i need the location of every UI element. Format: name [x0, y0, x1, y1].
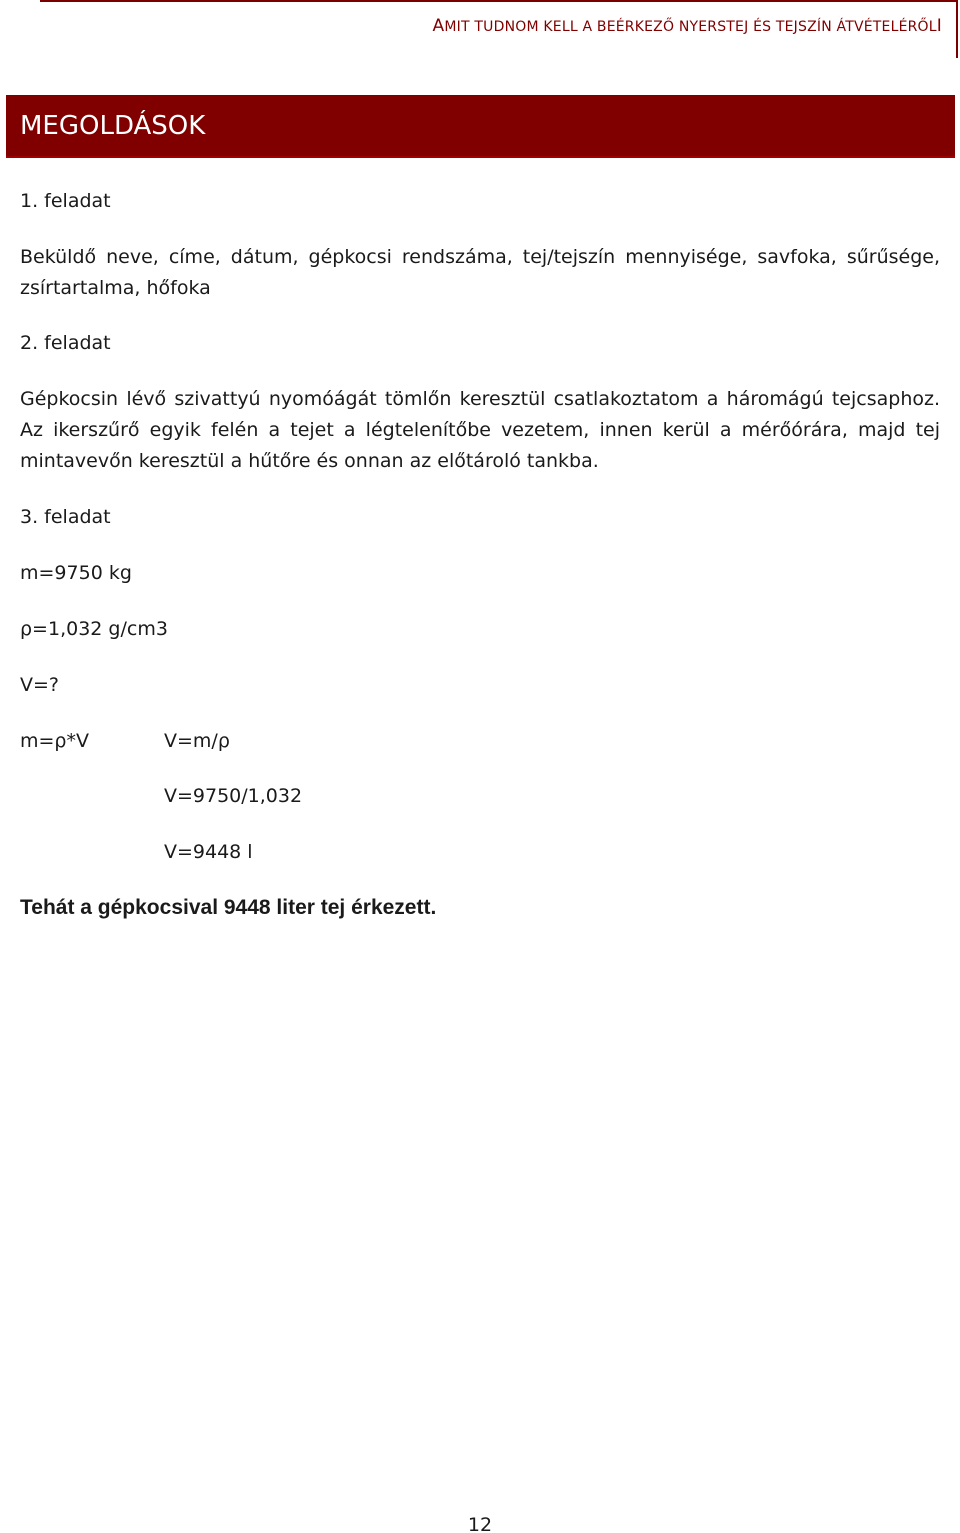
header-title: MIT TUDNOM KELL A BEÉRKEZŐ NYERSTEJ ÉS TEJSZÍN ÁTVÉTELÉRŐL — [444, 19, 937, 35]
header-initial: A — [432, 16, 445, 36]
page-number: 12 — [467, 1514, 493, 1533]
mass-given: m=9750 kg — [20, 562, 132, 584]
calc-step-2: V=9750/1,032 — [164, 785, 303, 807]
conclusion: Tehát a gépkocsival 9448 liter tej érkezett. — [20, 896, 437, 919]
running-header — [40, 0, 958, 58]
task-2-label: 2. feladat — [20, 332, 111, 354]
task-1-label: 1. feladat — [20, 190, 111, 212]
header-tail: I — [936, 16, 942, 36]
volume-question: V=? — [20, 674, 60, 696]
section-title: MEGOLDÁSOK — [20, 111, 206, 141]
task-3-label: 3. feladat — [20, 506, 111, 528]
section-banner — [6, 95, 955, 158]
task-2-answer: Gépkocsin lévő szivattyú nyomóágát tömlőn keresztül csatlakoztatom a háromágú tejcsaphoz. Az ikerszűrő egyik felén a tejet a légtelenítőbe vezetem, innen kerül a mérőórára, majd tej mintavevőn keresztül a hűtőre és onnan az előtároló tankba. — [20, 388, 940, 472]
task-1-answer: Beküldő neve, címe, dátum, gépkocsi rendszáma, tej/tejszín mennyisége, savfoka, sűrűsége, zsírtartalma, hőfoka — [20, 246, 940, 299]
formula: m=ρ*V — [20, 730, 89, 752]
calc-step-3: V=9448 l — [164, 841, 253, 863]
calc-step-1: V=m/ρ — [164, 730, 230, 752]
density-given: ρ=1,032 g/cm3 — [20, 618, 168, 640]
running-header-text — [433, 16, 942, 36]
